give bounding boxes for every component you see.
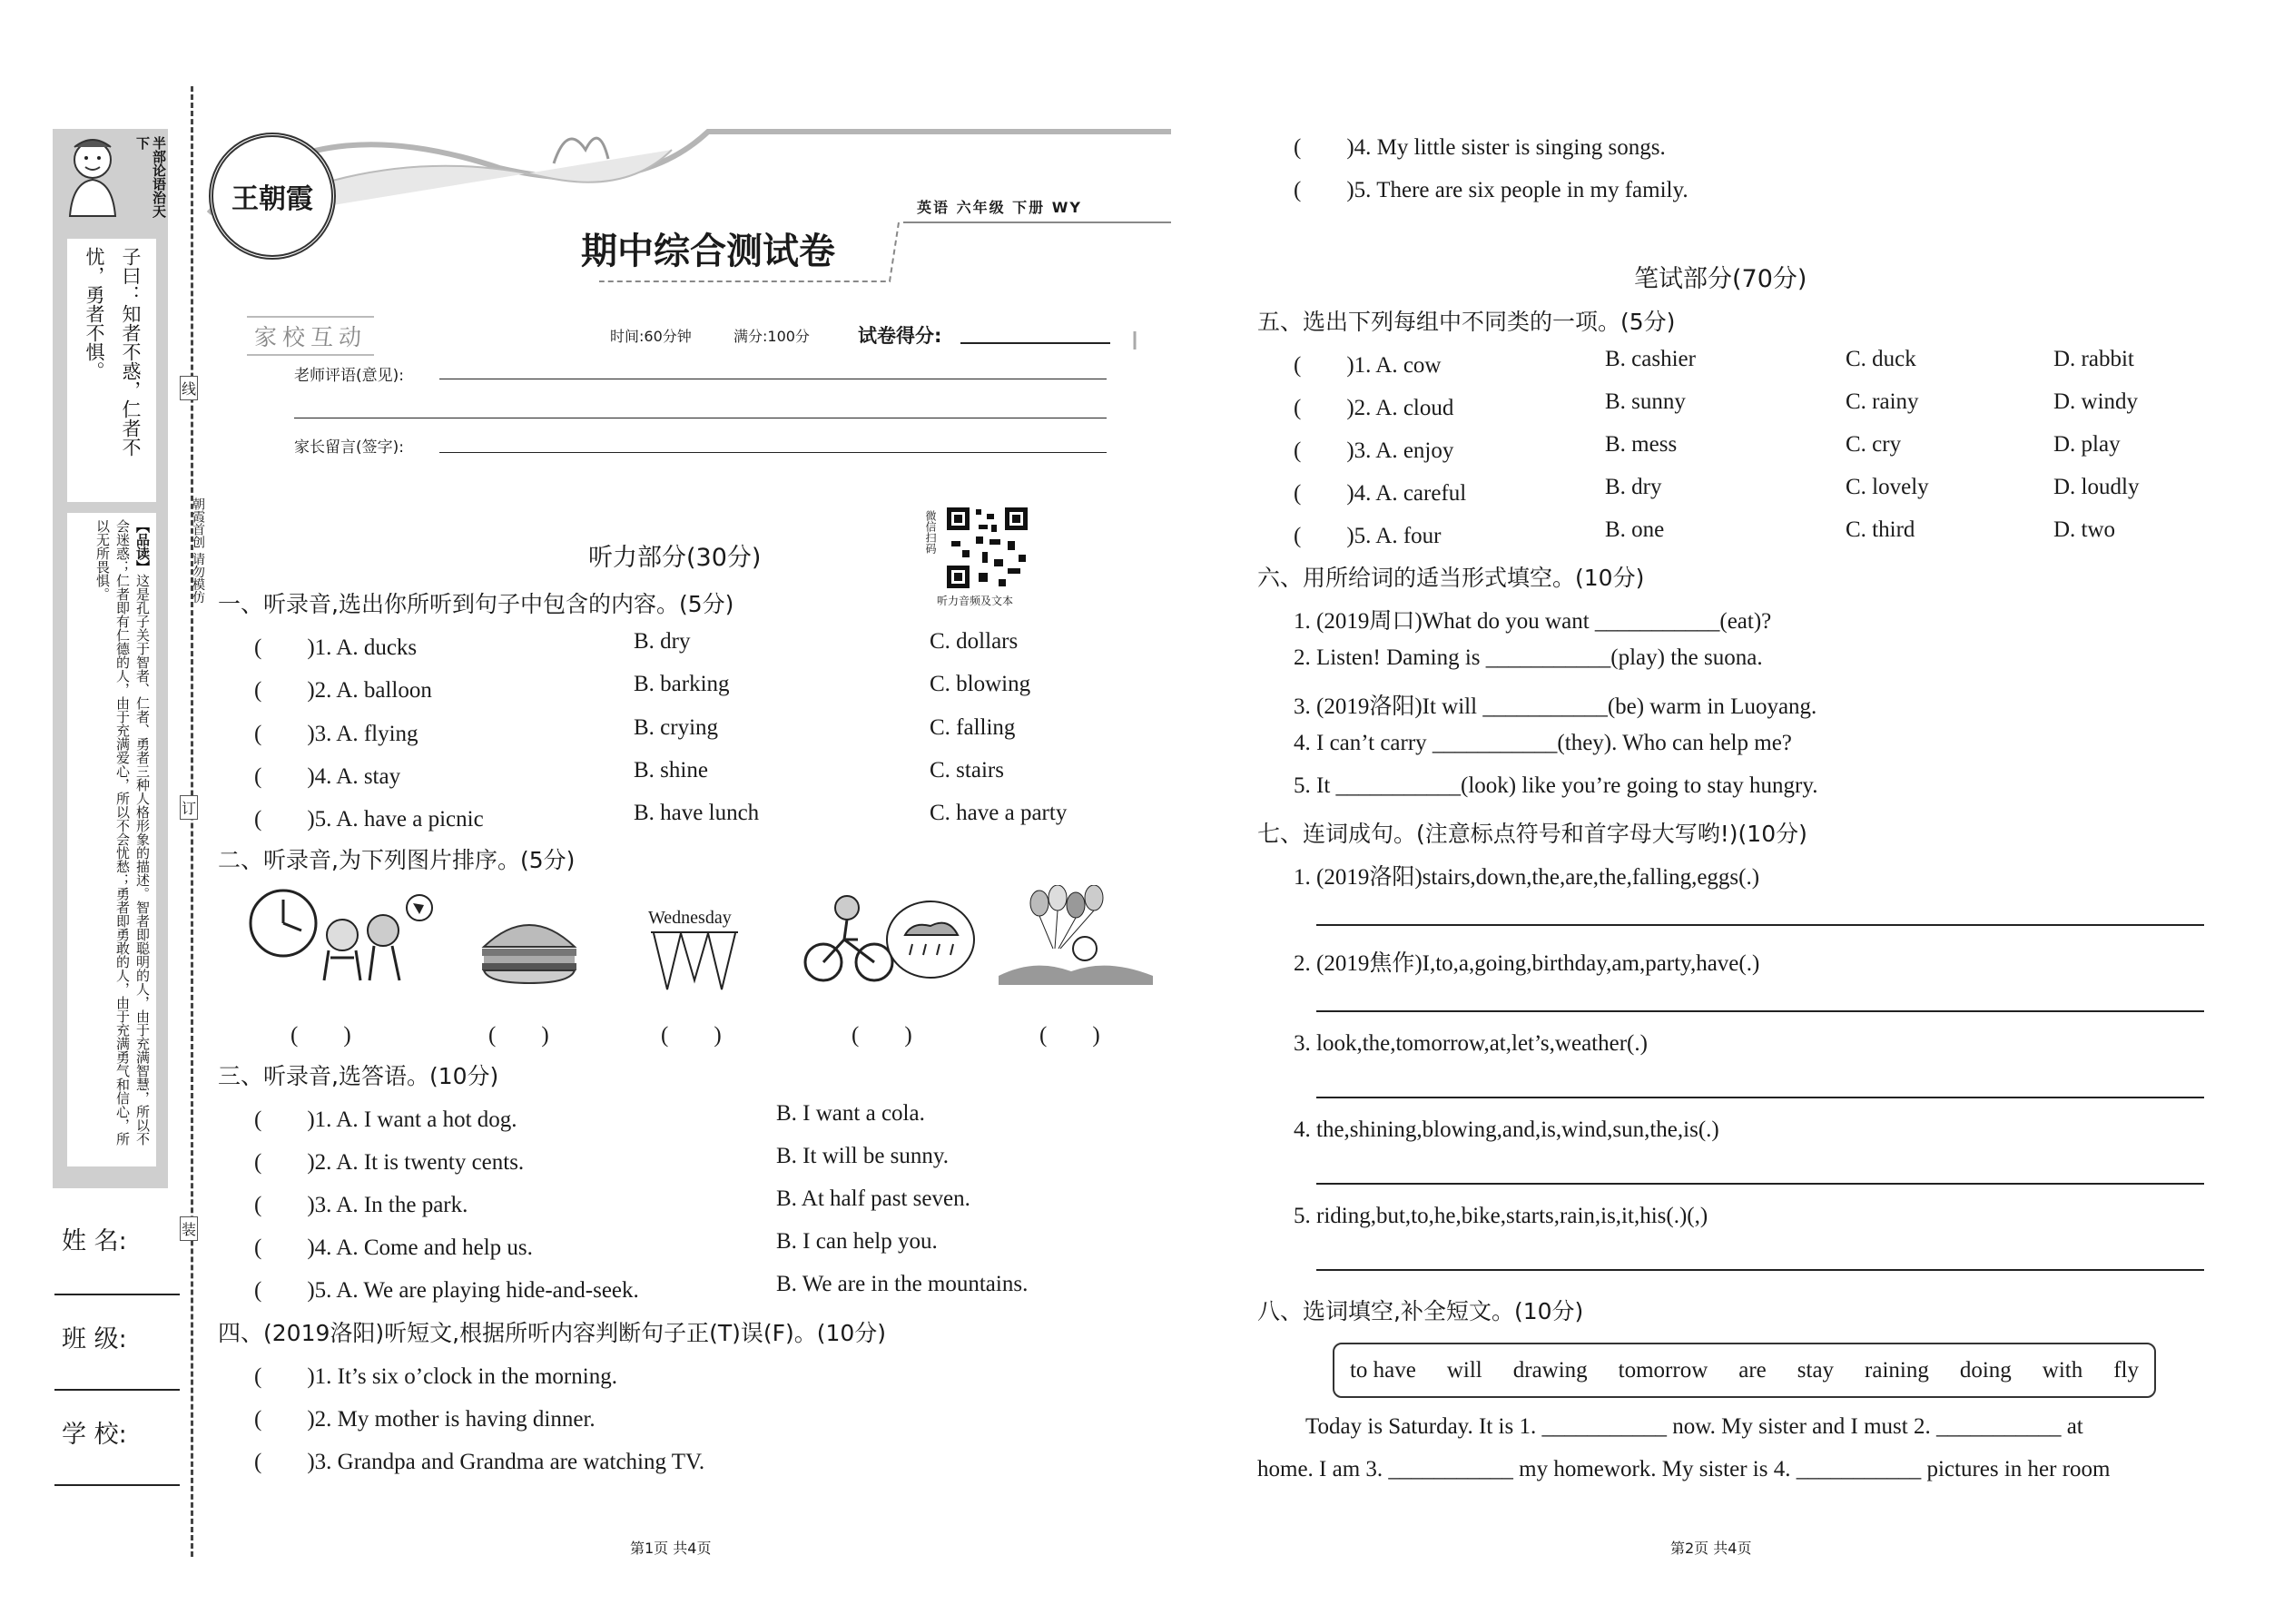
- s5-q4-a[interactable]: ( )4. A. careful: [1294, 481, 1467, 506]
- s6-q2[interactable]: 2. Listen! Daming is ___________(play) the suona.: [1294, 645, 1763, 670]
- s1-q3-a[interactable]: ( )3. A. flying: [254, 722, 418, 746]
- s7-q3: 3. look,the,tomorrow,at,let’s,weather(.): [1294, 1031, 1648, 1056]
- s7-q5: 5. riding,but,to,he,bike,starts,rain,is,it,his(.)(,): [1294, 1204, 1708, 1228]
- section-4-title: 四、(2019洛阳)听短文,根据所听内容判断句子正(T)误(F)。(10分): [218, 1320, 887, 1346]
- word-10: fly: [2113, 1357, 2139, 1383]
- school-field[interactable]: [54, 1484, 180, 1486]
- score-label: 试卷得分:: [858, 325, 942, 347]
- teacher-comment-label: 老师评语(意见):: [294, 367, 404, 385]
- pindu-text: [73, 519, 153, 1155]
- exam-time: 时间:60分钟: [610, 328, 692, 345]
- copyright-note: 朝霞首创 请勿模仿: [191, 497, 205, 604]
- section-2-title: 二、听录音,为下列图片排序。(5分): [218, 847, 576, 873]
- s7-q4: 4. the,shining,blowing,and,is,wind,sun,the,is(.): [1294, 1117, 1719, 1142]
- pindu-label: 【品读】: [134, 519, 151, 574]
- full-score: 满分:100分: [733, 328, 810, 345]
- section-5-title: 五、选出下列每组中不同类的一项。(5分): [1257, 309, 1676, 335]
- qr-side-text: 微信扫码: [924, 510, 937, 554]
- s1-q2-b[interactable]: B. barking: [634, 672, 730, 696]
- passage-line-2[interactable]: home. I am 3. ___________ my homework. My sister is 4. ___________ pictures in her room: [1257, 1457, 2111, 1481]
- s3-q2-b[interactable]: B. It will be sunny.: [776, 1144, 950, 1168]
- picture-bracket-4[interactable]: ( ): [852, 1023, 912, 1048]
- section-8-title: 八、选词填空,补全短文。(10分): [1257, 1298, 1584, 1324]
- word-6: stay: [1797, 1357, 1835, 1383]
- word-8: doing: [1959, 1357, 2012, 1383]
- qr-caption: 听力音频及文本: [937, 595, 1014, 607]
- page-footer-1: 第1页 共4页: [630, 1540, 712, 1557]
- s1-q1-c[interactable]: C. dollars: [930, 629, 1019, 654]
- s3-q3-a[interactable]: ( )3. A. In the park.: [254, 1193, 468, 1217]
- s7-q2-answer-line[interactable]: [1316, 1010, 2204, 1012]
- s5-q2-d[interactable]: D. windy: [2053, 389, 2139, 414]
- s5-q2-a[interactable]: ( )2. A. cloud: [1294, 396, 1454, 420]
- brand-logo: [209, 133, 336, 260]
- qr-code-icon[interactable]: [944, 505, 1030, 591]
- s5-q3-a[interactable]: ( )3. A. enjoy: [1294, 438, 1454, 463]
- parent-note-field[interactable]: [439, 452, 1107, 453]
- s4-q5[interactable]: ( )5. There are six people in my family.: [1294, 178, 1689, 202]
- s4-q1[interactable]: ( )1. It’s six o’clock in the morning.: [254, 1364, 617, 1389]
- s1-q1-b[interactable]: B. dry: [634, 629, 691, 654]
- s1-q5-b[interactable]: B. have lunch: [634, 801, 760, 825]
- s3-q2-a[interactable]: ( )2. A. It is twenty cents.: [254, 1150, 525, 1175]
- home-school-badge: 家校互动: [247, 316, 374, 356]
- s1-q3-c[interactable]: C. falling: [930, 715, 1016, 740]
- s1-q5-a[interactable]: ( )5. A. have a picnic: [254, 807, 484, 832]
- binding-line: [191, 86, 193, 1557]
- picture-bracket-5[interactable]: ( ): [1039, 1023, 1100, 1048]
- s3-q5-b[interactable]: B. We are in the mountains.: [776, 1272, 1029, 1296]
- s5-q1-d[interactable]: D. rabbit: [2053, 347, 2134, 371]
- bunting-icon: [649, 930, 740, 994]
- s1-q4-b[interactable]: B. shine: [634, 758, 708, 782]
- subject-info: 英语 六年级 下册 WY: [917, 199, 1082, 216]
- word-4: tomorrow: [1618, 1357, 1708, 1383]
- s1-q1-a[interactable]: ( )1. A. ducks: [254, 635, 418, 660]
- s1-q3-b[interactable]: B. crying: [634, 715, 719, 740]
- name-field[interactable]: [54, 1294, 180, 1295]
- s5-q3-c[interactable]: C. cry: [1846, 432, 1902, 457]
- s5-q5-b[interactable]: B. one: [1605, 517, 1665, 542]
- s1-q2-a[interactable]: ( )2. A. balloon: [254, 678, 432, 703]
- parent-note-label: 家长留言(签字):: [294, 438, 404, 457]
- fold-mark-2: 订: [180, 795, 198, 820]
- bike-rain-icon: [803, 890, 976, 989]
- s7-q3-answer-line[interactable]: [1316, 1097, 2204, 1098]
- s5-q4-d[interactable]: D. loudly: [2053, 475, 2140, 499]
- s5-q3-d[interactable]: D. play: [2053, 432, 2121, 457]
- balloons-icon: [999, 885, 1153, 985]
- s6-q5[interactable]: 5. It ___________(look) like you’re going to stay hungry.: [1294, 773, 1818, 798]
- class-field[interactable]: [54, 1389, 180, 1391]
- s4-q4[interactable]: ( )4. My little sister is singing songs.: [1294, 135, 1666, 160]
- s5-q1-c[interactable]: C. duck: [1846, 347, 1916, 371]
- s5-q4-c[interactable]: C. lovely: [1846, 475, 1929, 499]
- s1-q4-a[interactable]: ( )4. A. stay: [254, 764, 401, 789]
- section-1-title: 一、听录音,选出你所听到句子中包含的内容。(5分): [218, 591, 734, 617]
- word-7: raining: [1865, 1357, 1929, 1383]
- s5-q1-b[interactable]: B. cashier: [1605, 347, 1696, 371]
- s5-q4-b[interactable]: B. dry: [1605, 475, 1662, 499]
- word-2: will: [1446, 1357, 1482, 1383]
- score-field[interactable]: [960, 342, 1110, 344]
- s7-q1-answer-line[interactable]: [1316, 924, 2204, 926]
- s5-q3-b[interactable]: B. mess: [1605, 432, 1678, 457]
- s3-q3-b[interactable]: B. At half past seven.: [776, 1186, 970, 1211]
- s5-q1-a[interactable]: ( )1. A. cow: [1294, 353, 1442, 378]
- brand-logo-text: 王朝霞: [231, 183, 313, 215]
- section-6-title: 六、用所给词的适当形式填空。(10分): [1257, 565, 1645, 591]
- s5-q2-b[interactable]: B. sunny: [1605, 389, 1686, 414]
- s3-q5-a[interactable]: ( )5. A. We are playing hide-and-seek.: [254, 1278, 639, 1303]
- hamburger-icon: [479, 912, 579, 985]
- word-9: with: [2042, 1357, 2083, 1383]
- s4-q2[interactable]: ( )2. My mother is having dinner.: [254, 1407, 596, 1432]
- passage-line-1[interactable]: Today is Saturday. It is 1. ___________ now. My sister and I must 2. ___________ at: [1305, 1414, 2083, 1439]
- s1-q5-c[interactable]: C. have a party: [930, 801, 1068, 825]
- word-3: drawing: [1512, 1357, 1588, 1383]
- word-1: to have: [1349, 1357, 1416, 1383]
- s3-q4-b[interactable]: B. I can help you.: [776, 1229, 938, 1254]
- section-7-title: 七、连词成句。(注意标点符号和首字母大写哟!)(10分): [1257, 821, 1807, 847]
- pindu-body: 这是孔子关于智者、仁者、勇者三种人格形象的描述。智者即聪明的人，由于充满智慧，所以不会迷惑；仁者即有仁德的人，由于充满爱心，所以不会忧愁；勇者即勇敢的人，由于充满勇气和信心，所以无所畏惧。: [94, 519, 151, 1146]
- s1-q2-c[interactable]: C. blowing: [930, 672, 1031, 696]
- s5-q5-d[interactable]: D. two: [2053, 517, 2116, 542]
- s5-q2-c[interactable]: C. rainy: [1846, 389, 1919, 414]
- word-5: are: [1738, 1357, 1767, 1383]
- brand-vertical: 半部论语治天下: [134, 136, 167, 218]
- s7-q4-answer-line[interactable]: [1316, 1183, 2204, 1185]
- s3-q1-b[interactable]: B. I want a cola.: [776, 1101, 925, 1126]
- listening-title: 听力部分(30分): [588, 544, 762, 572]
- fold-mark-3: 装: [180, 1216, 198, 1241]
- s5-q5-a[interactable]: ( )5. A. four: [1294, 524, 1442, 548]
- confucius-quote: 子曰：知者不惑，仁者不忧，勇者不惧。: [84, 247, 142, 457]
- class-label: 班 级:: [62, 1325, 127, 1353]
- exam-title: 期中综合测试卷: [581, 230, 835, 272]
- school-label: 学 校:: [62, 1421, 127, 1449]
- s6-q4[interactable]: 4. I can’t carry ___________(they). Who can help me?: [1294, 731, 1792, 755]
- s5-q5-c[interactable]: C. third: [1846, 517, 1915, 542]
- written-title: 笔试部分(70分): [1634, 265, 1807, 293]
- clock-kids-icon: [247, 885, 438, 985]
- s3-q4-a[interactable]: ( )4. A. Come and help us.: [254, 1235, 533, 1260]
- s7-q5-answer-line[interactable]: [1316, 1269, 2204, 1271]
- picture-bracket-3[interactable]: ( ): [661, 1023, 722, 1048]
- picture-bracket-1[interactable]: ( ): [290, 1023, 351, 1048]
- picture-bracket-2[interactable]: ( ): [488, 1023, 549, 1048]
- name-label: 姓 名:: [62, 1227, 127, 1255]
- sage-avatar-icon: [56, 133, 129, 219]
- s7-q2: 2. (2019焦作)I,to,a,going,birthday,am,party,have(.): [1294, 951, 1760, 976]
- word-bank: [1333, 1343, 2156, 1398]
- s1-q4-c[interactable]: C. stairs: [930, 758, 1004, 782]
- section-3-title: 三、听录音,选答语。(10分): [218, 1063, 499, 1089]
- fold-mark-1: 线: [180, 376, 198, 400]
- wednesday-label: Wednesday: [648, 908, 732, 928]
- s7-q1: 1. (2019洛阳)stairs,down,the,are,the,falling,eggs(.): [1294, 865, 1760, 890]
- s6-q3[interactable]: 3. (2019洛阳)It will ___________(be) warm in Luoyang.: [1294, 694, 1817, 719]
- s4-q3[interactable]: ( )3. Grandpa and Grandma are watching TV.: [254, 1450, 705, 1474]
- s6-q1[interactable]: 1. (2019周口)What do you want ___________(eat)?: [1294, 609, 1772, 634]
- s3-q1-a[interactable]: ( )1. A. I want a hot dog.: [254, 1107, 517, 1132]
- page-footer-2: 第2页 共4页: [1670, 1540, 1752, 1557]
